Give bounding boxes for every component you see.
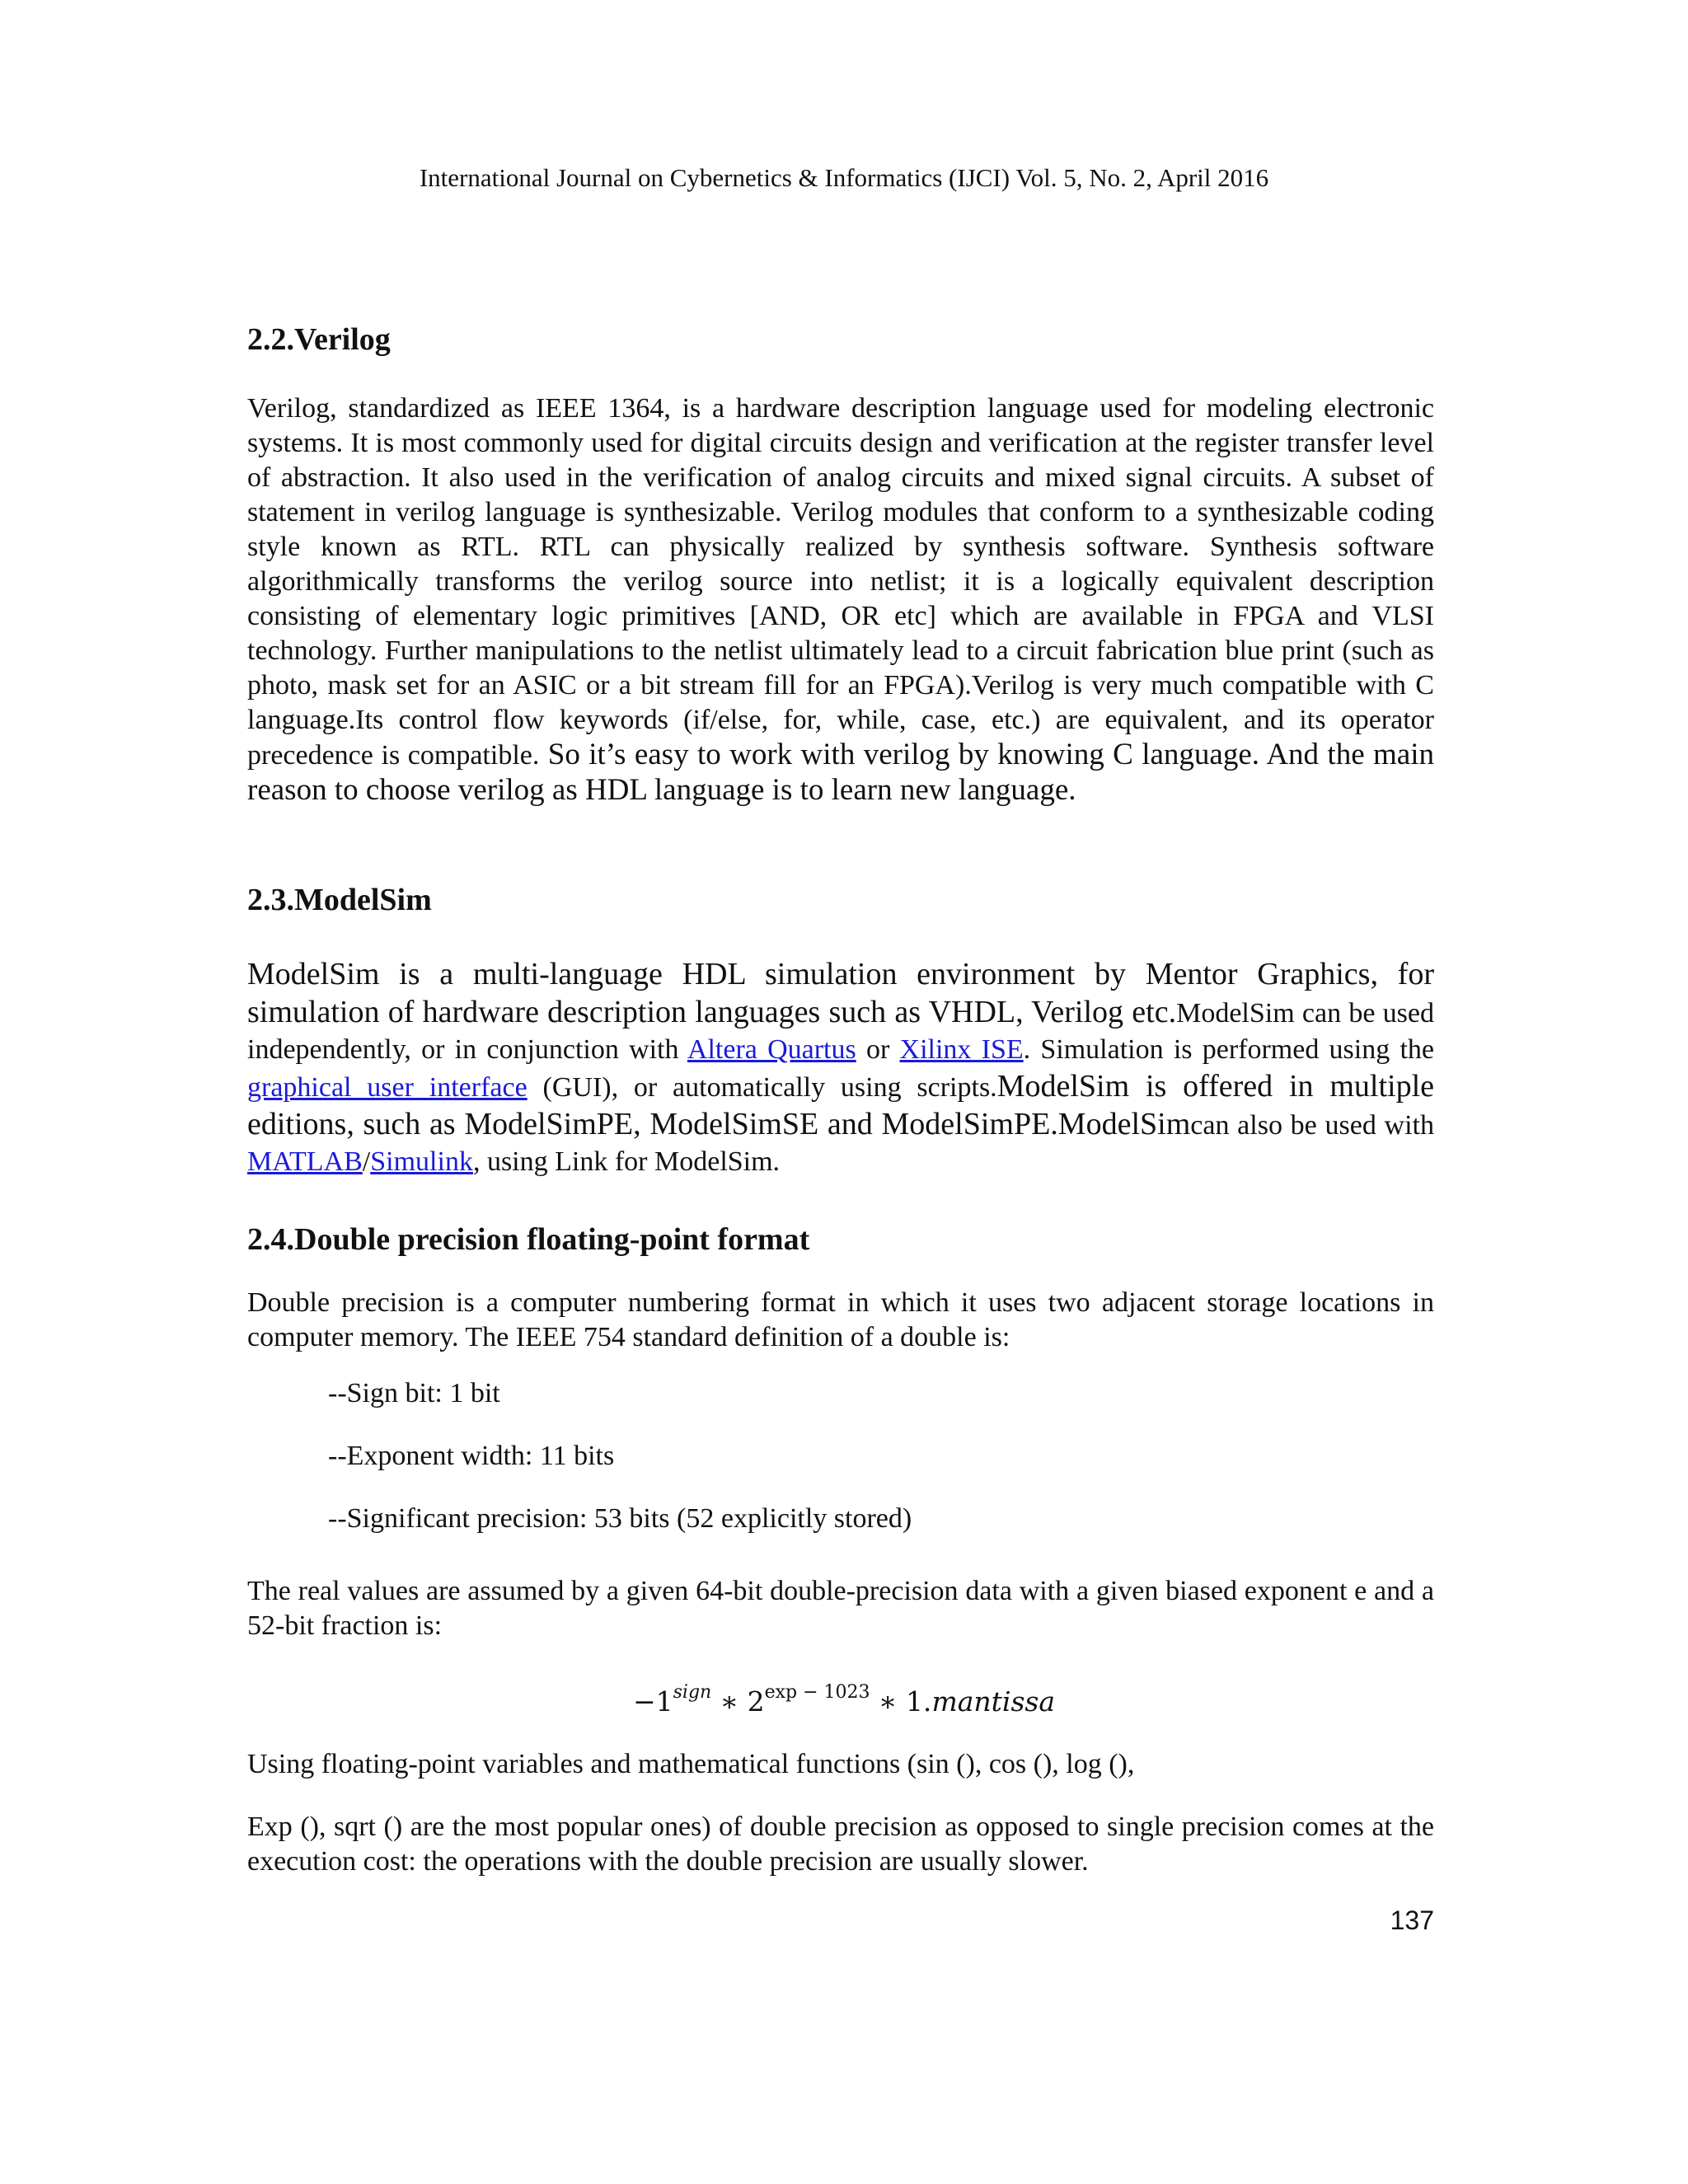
- verilog-paragraph: [247, 391, 1434, 808]
- section-heading-verilog: 2.2.Verilog: [247, 322, 391, 357]
- xilinx-ise-link[interactable]: Xilinx ISE: [899, 1034, 1024, 1065]
- using-floating-point-line: Using floating-point variables and mathematical functions (sin (), cos (), log (),: [247, 1749, 1135, 1779]
- double-intro-paragraph: Double precision is a computer numbering format in which it uses two adjacent storage locations in computer memory. The IEEE 754 standard definition of a double is:: [247, 1287, 1434, 1352]
- list-item-sign-bit: --Sign bit: 1 bit: [328, 1378, 500, 1408]
- simulink-link[interactable]: Simulink: [370, 1146, 473, 1177]
- formula-base: −1: [632, 1685, 673, 1718]
- formula-times-two: ∗ 2: [711, 1685, 765, 1718]
- modelsim-text-6: , using Link for ModelSim.: [472, 1146, 781, 1177]
- formula-mantissa: mantissa: [931, 1685, 1056, 1718]
- gui-link[interactable]: graphical user interface: [247, 1072, 528, 1103]
- matlab-link[interactable]: MATLAB: [247, 1146, 363, 1177]
- modelsim-text-1: ModelSim can be used independently, or in conjunction with: [247, 998, 1434, 1065]
- verilog-body-large: So it’s easy to work with verilog by knowing C language. And the main reason to choose verilog as HDL language is to learn new language.: [247, 738, 1434, 807]
- double-precision-formula: [0, 1673, 1688, 1722]
- modelsim-paragraph: [247, 956, 1434, 1180]
- modelsim-text-4: (GUI), or automatically using scripts.: [527, 1072, 997, 1103]
- modelsim-text-3: . Simulation is performed using the: [1023, 1034, 1434, 1065]
- section-heading-modelsim: 2.3.ModelSim: [247, 883, 432, 917]
- section-heading-double-precision: 2.4.Double precision floating-point format: [247, 1222, 810, 1257]
- modelsim-text-5: can also be used with: [1190, 1110, 1434, 1141]
- modelsim-editions: ModelSim is offered in multiple editions, such as ModelSimPE, ModelSimSE and ModelSimPE.ModelSim: [247, 1069, 1434, 1141]
- page-number: 137: [1390, 1905, 1434, 1935]
- modelsim-intro: ModelSim is a multi-language HDL simulation environment by Mentor Graphics, for simulation of hardware description languages such as VHDL, Verilog etc.: [247, 957, 1434, 1029]
- formula-times-one: ∗ 1.: [870, 1685, 932, 1718]
- real-values-paragraph: The real values are assumed by a given 64-bit double-precision data with a given biased exponent e and a 52-bit fraction is:: [247, 1576, 1434, 1641]
- list-item-exponent-width: --Exponent width: 11 bits: [328, 1441, 615, 1471]
- list-item-significant-precision: --Significant precision: 53 bits (52 explicitly stored): [328, 1503, 912, 1534]
- modelsim-text-2: or: [856, 1034, 900, 1065]
- running-head: International Journal on Cybernetics & Informatics (IJCI) Vol. 5, No. 2, April 2016: [419, 163, 1269, 192]
- altera-quartus-link[interactable]: Altera Quartus: [687, 1034, 856, 1065]
- verilog-body-small: Verilog, standardized as IEEE 1364, is a hardware description language used for modeling electronic systems. It is most commonly used for digital circuits design and verification at the register transfer level of abstraction. It also used in the verification of analog circuits and mixed signal circuits. A subset of statement in verilog language is synthesizable. Verilog modules that conform to a synthesizable coding style known as RTL. RTL can physically realized by synthesis software. Synthesis software algorithmically transforms the verilog source into netlist; it is a logically equivalent description consisting of elementary logic primitives [AND, OR etc] which are available in FPGA and VLSI technology. Further manipulations to the netlist ultimately lead to a circuit fabrication blue print (such as photo, mask set for an ASIC or a bit stream fill for an FPGA).Verilog is very much compatible with C language.Its control flow keywords (if/else, for, while, case, etc.) are equivalent, and its operator precedence is compatible.: [247, 393, 1434, 771]
- formula-exp-exponent: exp − 1023: [764, 1682, 870, 1703]
- formula-sign-exponent: sign: [673, 1682, 712, 1703]
- exp-paragraph: Exp (), sqrt () are the most popular ones) of double precision as opposed to single precision comes at the execution cost: the operations with the double precision are usually slower.: [247, 1811, 1434, 1877]
- slash-separator: /: [362, 1146, 371, 1177]
